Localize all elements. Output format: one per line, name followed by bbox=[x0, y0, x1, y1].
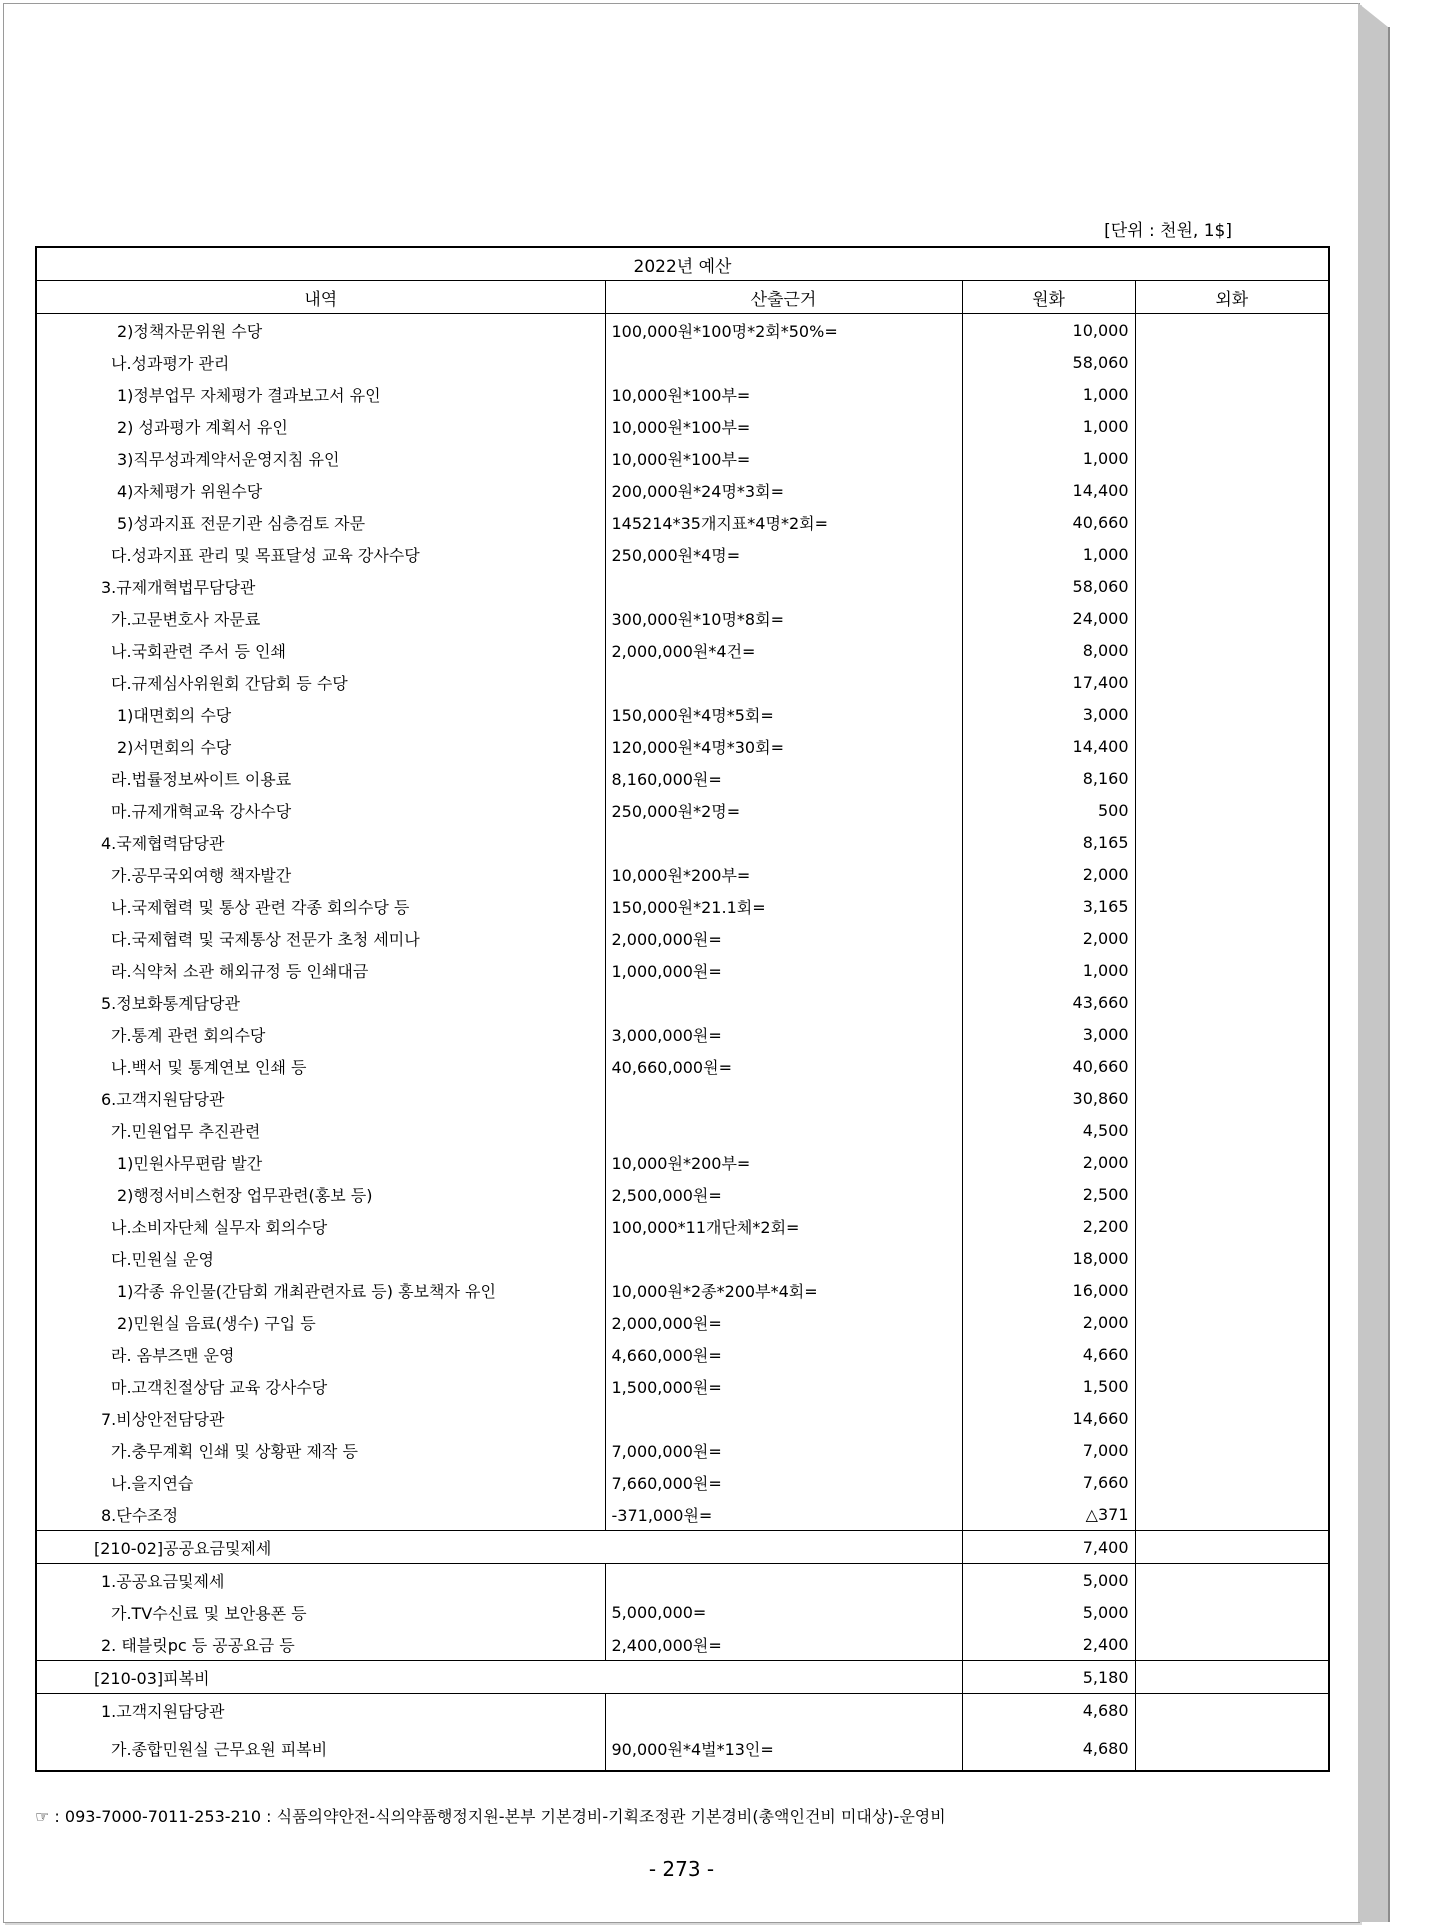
header-item: 내역 bbox=[36, 281, 605, 314]
table-row bbox=[36, 826, 1329, 858]
basis-cell bbox=[605, 986, 962, 1018]
basis-cell bbox=[605, 1564, 962, 1597]
item-cell: 5)성과지표 전문기관 심층검토 자문 bbox=[36, 506, 605, 538]
foreign-cell bbox=[1135, 794, 1329, 826]
section-amount: 7,400 bbox=[962, 1531, 1135, 1564]
basis-cell: 100,000*11개단체*2회= bbox=[605, 1210, 962, 1242]
foreign-cell bbox=[1135, 1596, 1329, 1628]
foreign-cell bbox=[1135, 1661, 1329, 1694]
table-row bbox=[36, 1726, 1329, 1771]
amount-cell: 10,000 bbox=[962, 314, 1135, 347]
table-row bbox=[36, 538, 1329, 570]
table-row bbox=[36, 890, 1329, 922]
basis-cell: 120,000원*4명*30회= bbox=[605, 730, 962, 762]
foreign-cell bbox=[1135, 442, 1329, 474]
basis-cell: 10,000원*200부= bbox=[605, 858, 962, 890]
table-row bbox=[36, 314, 1329, 347]
section-label: [210-03]피복비 bbox=[36, 1661, 962, 1694]
table-row bbox=[36, 1050, 1329, 1082]
item-cell: 가.TV수신료 및 보안용폰 등 bbox=[36, 1596, 605, 1628]
basis-cell: 2,000,000원= bbox=[605, 1306, 962, 1338]
table-row bbox=[36, 1564, 1329, 1597]
amount-cell: 14,660 bbox=[962, 1402, 1135, 1434]
table-row bbox=[36, 602, 1329, 634]
item-cell: 1)민원사무편람 발간 bbox=[36, 1146, 605, 1178]
header-krw: 원화 bbox=[962, 281, 1135, 314]
table-row bbox=[36, 698, 1329, 730]
amount-cell: 4,680 bbox=[962, 1694, 1135, 1727]
basis-cell bbox=[605, 570, 962, 602]
foreign-cell bbox=[1135, 954, 1329, 986]
table-row bbox=[36, 634, 1329, 666]
basis-cell: 150,000원*4명*5회= bbox=[605, 698, 962, 730]
foreign-cell bbox=[1135, 538, 1329, 570]
amount-cell: 2,200 bbox=[962, 1210, 1135, 1242]
table-row bbox=[36, 1434, 1329, 1466]
item-cell: 나.백서 및 통계연보 인쇄 등 bbox=[36, 1050, 605, 1082]
table-section-210-02 bbox=[36, 1531, 1329, 1564]
amount-cell: 40,660 bbox=[962, 1050, 1135, 1082]
foreign-cell bbox=[1135, 666, 1329, 698]
basis-cell: 8,160,000원= bbox=[605, 762, 962, 794]
table-row bbox=[36, 794, 1329, 826]
foreign-cell bbox=[1135, 506, 1329, 538]
foreign-cell bbox=[1135, 986, 1329, 1018]
page-stack-edge bbox=[1358, 3, 1388, 1922]
foreign-cell bbox=[1135, 762, 1329, 794]
table-row bbox=[36, 922, 1329, 954]
item-cell: 3.규제개혁법무담당관 bbox=[36, 570, 605, 602]
foreign-cell bbox=[1135, 1242, 1329, 1274]
amount-cell: 17,400 bbox=[962, 666, 1135, 698]
basis-cell: 2,400,000원= bbox=[605, 1628, 962, 1661]
foreign-cell bbox=[1135, 1338, 1329, 1370]
foreign-cell bbox=[1135, 602, 1329, 634]
table-row bbox=[36, 666, 1329, 698]
amount-cell: 1,000 bbox=[962, 378, 1135, 410]
item-cell: 나.국제협력 및 통상 관련 각종 회의수당 등 bbox=[36, 890, 605, 922]
item-cell: 가.공무국외여행 책자발간 bbox=[36, 858, 605, 890]
amount-cell: 4,660 bbox=[962, 1338, 1135, 1370]
item-cell: 2)민원실 음료(생수) 구입 등 bbox=[36, 1306, 605, 1338]
foreign-cell bbox=[1135, 410, 1329, 442]
item-cell: 마.고객친절상담 교육 강사수당 bbox=[36, 1370, 605, 1402]
basis-cell: 7,660,000원= bbox=[605, 1466, 962, 1498]
amount-cell: 7,660 bbox=[962, 1466, 1135, 1498]
foreign-cell bbox=[1135, 1466, 1329, 1498]
item-cell: 마.규제개혁교육 강사수당 bbox=[36, 794, 605, 826]
amount-cell: 5,000 bbox=[962, 1596, 1135, 1628]
amount-cell: 30,860 bbox=[962, 1082, 1135, 1114]
item-cell: 다.성과지표 관리 및 목표달성 교육 강사수당 bbox=[36, 538, 605, 570]
document-page bbox=[3, 3, 1360, 1923]
item-cell: 나.성과평가 관리 bbox=[36, 346, 605, 378]
basis-cell: 100,000원*100명*2회*50%= bbox=[605, 314, 962, 347]
table-row bbox=[36, 1596, 1329, 1628]
table-row bbox=[36, 1114, 1329, 1146]
foreign-cell bbox=[1135, 378, 1329, 410]
basis-cell: 10,000원*200부= bbox=[605, 1146, 962, 1178]
amount-cell: 3,165 bbox=[962, 890, 1135, 922]
header-foreign: 외화 bbox=[1135, 281, 1329, 314]
item-cell: 3)직무성과계약서운영지침 유인 bbox=[36, 442, 605, 474]
item-cell: 가.통계 관련 회의수당 bbox=[36, 1018, 605, 1050]
table-row bbox=[36, 1338, 1329, 1370]
basis-cell: 10,000원*100부= bbox=[605, 378, 962, 410]
amount-cell: 58,060 bbox=[962, 346, 1135, 378]
item-cell: 4)자체평가 위원수당 bbox=[36, 474, 605, 506]
amount-cell: 7,000 bbox=[962, 1434, 1135, 1466]
foreign-cell bbox=[1135, 1018, 1329, 1050]
amount-cell: 2,500 bbox=[962, 1178, 1135, 1210]
foreign-cell bbox=[1135, 1274, 1329, 1306]
item-cell: 4.국제협력담당관 bbox=[36, 826, 605, 858]
amount-cell: 8,000 bbox=[962, 634, 1135, 666]
basis-cell: 4,660,000원= bbox=[605, 1338, 962, 1370]
basis-cell: 300,000원*10명*8회= bbox=[605, 602, 962, 634]
item-cell: 1)각종 유인물(간담회 개최관련자료 등) 홍보책자 유인 bbox=[36, 1274, 605, 1306]
foreign-cell bbox=[1135, 1628, 1329, 1661]
amount-cell: 3,000 bbox=[962, 698, 1135, 730]
page-stack-shadow bbox=[1388, 27, 1390, 1922]
amount-cell: 58,060 bbox=[962, 570, 1135, 602]
table-row bbox=[36, 570, 1329, 602]
item-cell: 2. 태블릿pc 등 공공요금 등 bbox=[36, 1628, 605, 1661]
table-row bbox=[36, 474, 1329, 506]
basis-cell: 10,000원*100부= bbox=[605, 410, 962, 442]
foreign-cell bbox=[1135, 1434, 1329, 1466]
foreign-cell bbox=[1135, 634, 1329, 666]
item-cell: 다.국제협력 및 국제통상 전문가 초청 세미나 bbox=[36, 922, 605, 954]
item-cell: 6.고객지원담당관 bbox=[36, 1082, 605, 1114]
basis-cell: 250,000원*4명= bbox=[605, 538, 962, 570]
foreign-cell bbox=[1135, 1114, 1329, 1146]
table-row bbox=[36, 1628, 1329, 1661]
amount-cell: 14,400 bbox=[962, 730, 1135, 762]
item-cell: 가.고문변호사 자문료 bbox=[36, 602, 605, 634]
amount-cell: △371 bbox=[962, 1498, 1135, 1531]
foreign-cell bbox=[1135, 1726, 1329, 1771]
basis-cell: 10,000원*100부= bbox=[605, 442, 962, 474]
foreign-cell bbox=[1135, 1564, 1329, 1597]
amount-cell: 2,400 bbox=[962, 1628, 1135, 1661]
table-row bbox=[36, 1306, 1329, 1338]
amount-cell: 16,000 bbox=[962, 1274, 1135, 1306]
item-cell: 다.규제심사위원회 간담회 등 수당 bbox=[36, 666, 605, 698]
basis-cell: 90,000원*4벌*13인= bbox=[605, 1726, 962, 1771]
item-cell: 8.단수조정 bbox=[36, 1498, 605, 1531]
foreign-cell bbox=[1135, 570, 1329, 602]
table-row bbox=[36, 1370, 1329, 1402]
foreign-cell bbox=[1135, 474, 1329, 506]
amount-cell: 1,000 bbox=[962, 954, 1135, 986]
basis-cell: 7,000,000원= bbox=[605, 1434, 962, 1466]
item-cell: 7.비상안전담당관 bbox=[36, 1402, 605, 1434]
basis-cell bbox=[605, 346, 962, 378]
table-row bbox=[36, 378, 1329, 410]
foreign-cell bbox=[1135, 1498, 1329, 1531]
item-cell: 가.민원업무 추진관련 bbox=[36, 1114, 605, 1146]
footnote: ☞ : 093-7000-7011-253-210 : 식품의약안전-식의약품행정지원-본부 기본경비-기획조정관 기본경비(총액인건비 미대상)-운영비 bbox=[35, 1807, 946, 1826]
basis-cell: 1,000,000원= bbox=[605, 954, 962, 986]
amount-cell: 4,500 bbox=[962, 1114, 1135, 1146]
foreign-cell bbox=[1135, 1146, 1329, 1178]
foreign-cell bbox=[1135, 1210, 1329, 1242]
item-cell: 라.식약처 소관 해외규정 등 인쇄대금 bbox=[36, 954, 605, 986]
foreign-cell bbox=[1135, 730, 1329, 762]
unit-label: [단위 : 천원, 1$] bbox=[1104, 221, 1232, 241]
basis-cell: 40,660,000원= bbox=[605, 1050, 962, 1082]
basis-cell bbox=[605, 1114, 962, 1146]
item-cell: 1)정부업무 자체평가 결과보고서 유인 bbox=[36, 378, 605, 410]
amount-cell: 2,000 bbox=[962, 922, 1135, 954]
item-cell: 라.법률정보싸이트 이용료 bbox=[36, 762, 605, 794]
amount-cell: 43,660 bbox=[962, 986, 1135, 1018]
item-cell: 나.을지연습 bbox=[36, 1466, 605, 1498]
section-row bbox=[36, 1531, 1329, 1564]
item-cell: 5.정보화통계담당관 bbox=[36, 986, 605, 1018]
item-cell: 나.소비자단체 실무자 회의수당 bbox=[36, 1210, 605, 1242]
foreign-cell bbox=[1135, 698, 1329, 730]
item-cell: 2)정책자문위원 수당 bbox=[36, 314, 605, 347]
foreign-cell bbox=[1135, 346, 1329, 378]
table-row bbox=[36, 986, 1329, 1018]
item-cell: 1.고객지원담당관 bbox=[36, 1694, 605, 1727]
budget-table bbox=[35, 246, 1330, 1772]
page-number: - 273 - bbox=[648, 1857, 715, 1881]
section-amount: 5,180 bbox=[962, 1661, 1135, 1694]
table-row bbox=[36, 858, 1329, 890]
foreign-cell bbox=[1135, 1178, 1329, 1210]
header-basis: 산출근거 bbox=[605, 281, 962, 314]
foreign-cell bbox=[1135, 1082, 1329, 1114]
table-row bbox=[36, 506, 1329, 538]
foreign-cell bbox=[1135, 858, 1329, 890]
table-row bbox=[36, 954, 1329, 986]
item-cell: 다.민원실 운영 bbox=[36, 1242, 605, 1274]
foreign-cell bbox=[1135, 1531, 1329, 1564]
table-row bbox=[36, 346, 1329, 378]
basis-cell: 2,000,000원*4건= bbox=[605, 634, 962, 666]
basis-cell: 150,000원*21.1회= bbox=[605, 890, 962, 922]
table-body-main bbox=[36, 314, 1329, 1531]
item-cell: 2)서면회의 수당 bbox=[36, 730, 605, 762]
table-title: 2022년 예산 bbox=[36, 247, 1329, 281]
foreign-cell bbox=[1135, 1370, 1329, 1402]
amount-cell: 1,000 bbox=[962, 442, 1135, 474]
basis-cell bbox=[605, 1082, 962, 1114]
basis-cell: -371,000원= bbox=[605, 1498, 962, 1531]
amount-cell: 3,000 bbox=[962, 1018, 1135, 1050]
basis-cell: 5,000,000= bbox=[605, 1596, 962, 1628]
amount-cell: 8,165 bbox=[962, 826, 1135, 858]
basis-cell bbox=[605, 1402, 962, 1434]
table-row bbox=[36, 730, 1329, 762]
basis-cell bbox=[605, 666, 962, 698]
table-row bbox=[36, 442, 1329, 474]
item-cell: 2) 성과평가 계획서 유인 bbox=[36, 410, 605, 442]
item-cell: 1)대면회의 수당 bbox=[36, 698, 605, 730]
table-row bbox=[36, 1242, 1329, 1274]
amount-cell: 1,500 bbox=[962, 1370, 1135, 1402]
basis-cell bbox=[605, 1242, 962, 1274]
foreign-cell bbox=[1135, 1694, 1329, 1727]
table-row bbox=[36, 1178, 1329, 1210]
table-row bbox=[36, 410, 1329, 442]
amount-cell: 4,680 bbox=[962, 1726, 1135, 1771]
item-cell: 2)행정서비스헌장 업무관련(홍보 등) bbox=[36, 1178, 605, 1210]
table-section-210-03 bbox=[36, 1661, 1329, 1694]
item-cell: 나.국회관련 주서 등 인쇄 bbox=[36, 634, 605, 666]
amount-cell: 1,000 bbox=[962, 410, 1135, 442]
table-body-210-03 bbox=[36, 1694, 1329, 1772]
basis-cell: 250,000원*2명= bbox=[605, 794, 962, 826]
basis-cell bbox=[605, 1694, 962, 1727]
basis-cell: 1,500,000원= bbox=[605, 1370, 962, 1402]
table-row bbox=[36, 1274, 1329, 1306]
table-row bbox=[36, 1210, 1329, 1242]
item-cell: 가.종합민원실 근무요원 피복비 bbox=[36, 1726, 605, 1771]
amount-cell: 24,000 bbox=[962, 602, 1135, 634]
amount-cell: 2,000 bbox=[962, 858, 1135, 890]
foreign-cell bbox=[1135, 1402, 1329, 1434]
amount-cell: 14,400 bbox=[962, 474, 1135, 506]
basis-cell bbox=[605, 826, 962, 858]
foreign-cell bbox=[1135, 922, 1329, 954]
amount-cell: 500 bbox=[962, 794, 1135, 826]
item-cell: 라. 옴부즈맨 운영 bbox=[36, 1338, 605, 1370]
basis-cell: 200,000원*24명*3회= bbox=[605, 474, 962, 506]
amount-cell: 18,000 bbox=[962, 1242, 1135, 1274]
basis-cell: 10,000원*2종*200부*4회= bbox=[605, 1274, 962, 1306]
table-row bbox=[36, 1082, 1329, 1114]
section-label: [210-02]공공요금및제세 bbox=[36, 1531, 962, 1564]
amount-cell: 2,000 bbox=[962, 1146, 1135, 1178]
foreign-cell bbox=[1135, 1050, 1329, 1082]
amount-cell: 2,000 bbox=[962, 1306, 1135, 1338]
table-row bbox=[36, 1694, 1329, 1727]
table-row bbox=[36, 1402, 1329, 1434]
basis-cell: 2,500,000원= bbox=[605, 1178, 962, 1210]
table-body-210-02 bbox=[36, 1564, 1329, 1661]
amount-cell: 1,000 bbox=[962, 538, 1135, 570]
table-row bbox=[36, 1498, 1329, 1531]
table-row bbox=[36, 1466, 1329, 1498]
amount-cell: 5,000 bbox=[962, 1564, 1135, 1597]
table-row bbox=[36, 1018, 1329, 1050]
foreign-cell bbox=[1135, 890, 1329, 922]
table-row bbox=[36, 762, 1329, 794]
amount-cell: 8,160 bbox=[962, 762, 1135, 794]
table-row bbox=[36, 1146, 1329, 1178]
foreign-cell bbox=[1135, 1306, 1329, 1338]
amount-cell: 40,660 bbox=[962, 506, 1135, 538]
basis-cell: 145214*35개지표*4명*2회= bbox=[605, 506, 962, 538]
basis-cell: 2,000,000원= bbox=[605, 922, 962, 954]
section-row bbox=[36, 1661, 1329, 1694]
basis-cell: 3,000,000원= bbox=[605, 1018, 962, 1050]
item-cell: 가.충무계획 인쇄 및 상황판 제작 등 bbox=[36, 1434, 605, 1466]
foreign-cell bbox=[1135, 826, 1329, 858]
foreign-cell bbox=[1135, 314, 1329, 347]
item-cell: 1.공공요금및제세 bbox=[36, 1564, 605, 1597]
